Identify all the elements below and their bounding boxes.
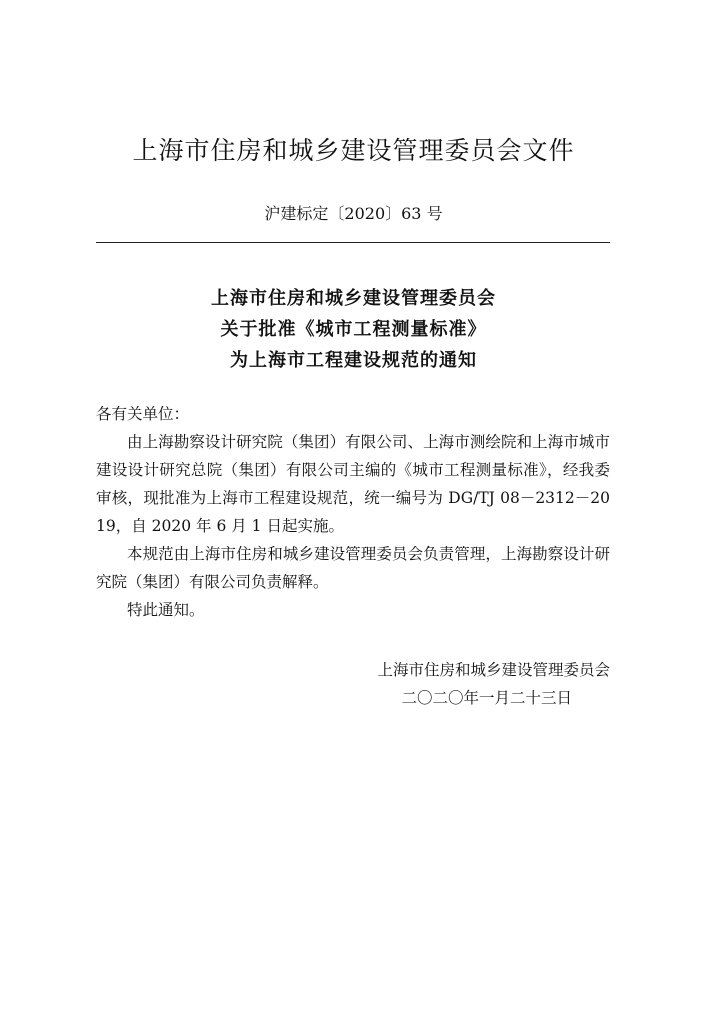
signature-date: 二〇二〇年一月二十三日 bbox=[401, 689, 572, 707]
title-line-1: 上海市住房和城乡建设管理委员会 bbox=[211, 288, 496, 309]
notice-title bbox=[0, 283, 707, 376]
issuer-heading: 上海市住房和城乡建设管理委员会文件 bbox=[132, 136, 575, 165]
paragraph-management: 本规范由上海市住房和城乡建设管理委员会负责管理，上海勘察设计研究院（集团）有限公司负责解释。 bbox=[96, 545, 610, 591]
signature-organization: 上海市住房和城乡建设管理委员会 bbox=[377, 661, 610, 679]
paragraph-approval: 由上海勘察设计研究院（集团）有限公司、上海市测绘院和上海市城市建设设计研究总院（集团）有限公司主编的《城市工程测量标准》，经我委审核，现批准为上海市工程建设规范，统一编号为 DG/TJ 08－2312－2019，自 2020 年 6 月 1 日起实施。 bbox=[96, 433, 610, 535]
salutation: 各有关单位： bbox=[96, 405, 190, 423]
header-divider bbox=[96, 242, 610, 243]
title-line-3: 为上海市工程建设规范的通知 bbox=[230, 350, 477, 371]
document-number: 沪建标定〔2020〕63 号 bbox=[264, 204, 443, 223]
title-line-2: 关于批准《城市工程测量标准》 bbox=[220, 319, 487, 340]
notice-body bbox=[96, 400, 610, 624]
paragraph-closing: 特此通知。 bbox=[127, 601, 205, 619]
signature-block bbox=[300, 656, 610, 712]
